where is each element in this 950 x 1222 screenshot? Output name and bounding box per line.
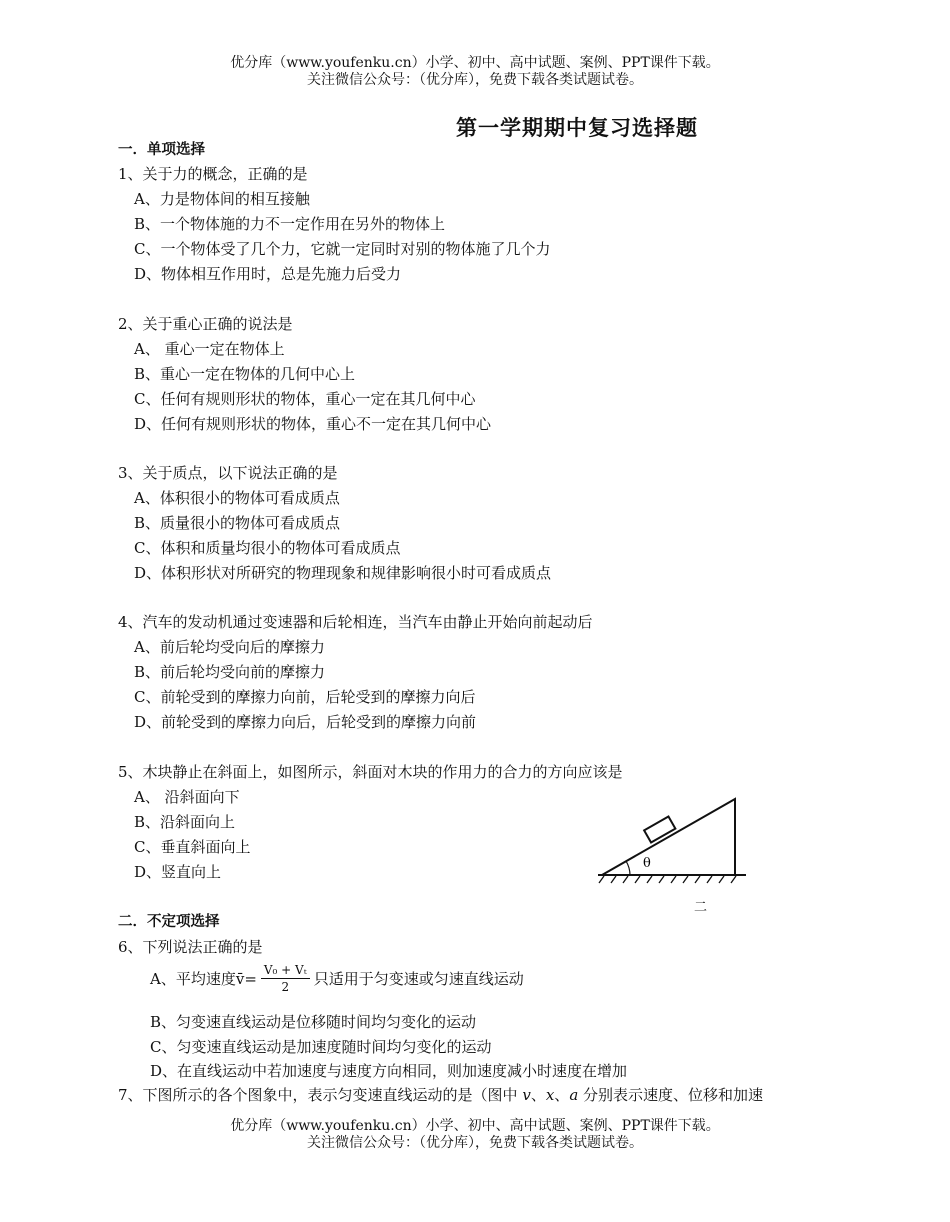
question-2-option-b: B、重心一定在物体的几何中心上	[134, 365, 356, 383]
question-7-stem	[118, 1085, 763, 1105]
question-1-stem: 1、关于力的概念，正确的是	[118, 165, 308, 183]
incline-figure	[590, 792, 750, 921]
velocity-fraction	[261, 962, 310, 995]
symbol-x: x	[545, 1086, 555, 1104]
question-3-option-d: D、体积形状对所研究的物理现象和规律影响很小时可看成质点	[134, 564, 552, 582]
question-4-stem: 4、汽车的发动机通过变速器和后轮相连，当汽车由静止开始向前起动后	[118, 613, 593, 631]
question-4-option-c: C、前轮受到的摩擦力向前，后轮受到的摩擦力向后	[134, 688, 476, 706]
option-a-prefix: A、平均速度	[150, 970, 236, 988]
fraction-denominator: 2	[281, 980, 290, 994]
question-7-part-1: 7、下图所示的各个图象中，表示匀变速直线运动的是（图中	[118, 1086, 523, 1104]
question-3-option-c: C、体积和质量均很小的物体可看成质点	[134, 539, 401, 557]
page-footer	[0, 1118, 950, 1152]
section-heading-multiple-choice: 二．不定项选择	[118, 914, 220, 930]
question-6-option-c: C、匀变速直线运动是加速度随时间均匀变化的运动	[150, 1038, 492, 1056]
question-4-option-b: B、前后轮均受向前的摩擦力	[134, 663, 326, 681]
header-line-2: 关注微信公众号：（优分库），免费下载各类试题试卷。	[307, 72, 643, 88]
block	[644, 817, 675, 843]
question-1-option-a: A、力是物体间的相互接触	[134, 190, 310, 208]
question-5-option-a: A、 沿斜面向下	[134, 788, 240, 806]
symbol-v: v	[522, 1086, 531, 1104]
page-title: 第一学期期中复习选择题	[456, 116, 698, 140]
question-5-stem: 5、木块静止在斜面上，如图所示，斜面对木块的作用力的合力的方向应该是	[118, 763, 623, 781]
angle-label: θ	[643, 856, 651, 871]
question-3-option-b: B、质量很小的物体可看成质点	[134, 514, 341, 532]
question-2-option-d: D、任何有规则形状的物体，重心不一定在其几何中心	[134, 415, 492, 433]
symbol-a: a	[569, 1086, 579, 1104]
question-6-option-b: B、匀变速直线运动是位移随时间均匀变化的运动	[150, 1013, 477, 1031]
question-2-stem: 2、关于重心正确的说法是	[118, 315, 293, 333]
question-2-option-c: C、任何有规则形状的物体，重心一定在其几何中心	[134, 390, 476, 408]
question-6-stem: 6、下列说法正确的是	[118, 938, 263, 956]
page-header	[0, 55, 950, 89]
footer-line-1: 优分库（www.youfenku.cn）小学、初中、高中试题、案例、PPT课件下载。	[230, 1118, 720, 1134]
fraction-numerator: V₀ + Vₜ	[261, 962, 310, 979]
section-heading-single-choice: 一．单项选择	[118, 142, 205, 158]
separator-1: 、	[530, 1086, 546, 1104]
ground-hatching	[599, 876, 736, 883]
header-line-1: 优分库（www.youfenku.cn）小学、初中、高中试题、案例、PPT课件下载。	[230, 55, 720, 71]
question-7-part-2: 分别表示速度、位移和加速	[578, 1086, 764, 1104]
average-velocity-symbol: v̄=	[235, 969, 257, 988]
question-3-option-a: A、体积很小的物体可看成质点	[134, 489, 340, 507]
question-5-option-d: D、竖直向上	[134, 863, 222, 881]
angle-arc	[626, 861, 630, 875]
incline-diagram	[590, 792, 750, 917]
question-4-option-a: A、前后轮均受向后的摩擦力	[134, 638, 325, 656]
incline-triangle	[602, 799, 735, 875]
question-5-option-b: B、沿斜面向上	[134, 813, 236, 831]
question-6-option-a	[150, 962, 524, 995]
question-5-option-c: C、垂直斜面向上	[134, 838, 251, 856]
footer-line-2: 关注微信公众号：（优分库），免费下载各类试题试卷。	[307, 1135, 643, 1151]
question-1-option-c: C、一个物体受了几个力，它就一定同时对别的物体施了几个力	[134, 240, 551, 258]
question-2-option-a: A、 重心一定在物体上	[134, 340, 285, 358]
option-a-suffix: 只适用于匀变速或匀速直线运动	[313, 970, 524, 988]
question-1-option-d: D、物体相互作用时，总是先施力后受力	[134, 265, 402, 283]
question-1-option-b: B、一个物体施的力不一定作用在另外的物体上	[134, 215, 446, 233]
question-6-option-d: D、在直线运动中若加速度与速度方向相同，则加速度减小时速度在增加	[150, 1062, 628, 1080]
figure-caption: 二	[694, 900, 708, 915]
question-4-option-d: D、前轮受到的摩擦力向后，后轮受到的摩擦力向前	[134, 713, 477, 731]
separator-2: 、	[554, 1086, 570, 1104]
question-3-stem: 3、关于质点，以下说法正确的是	[118, 464, 338, 482]
